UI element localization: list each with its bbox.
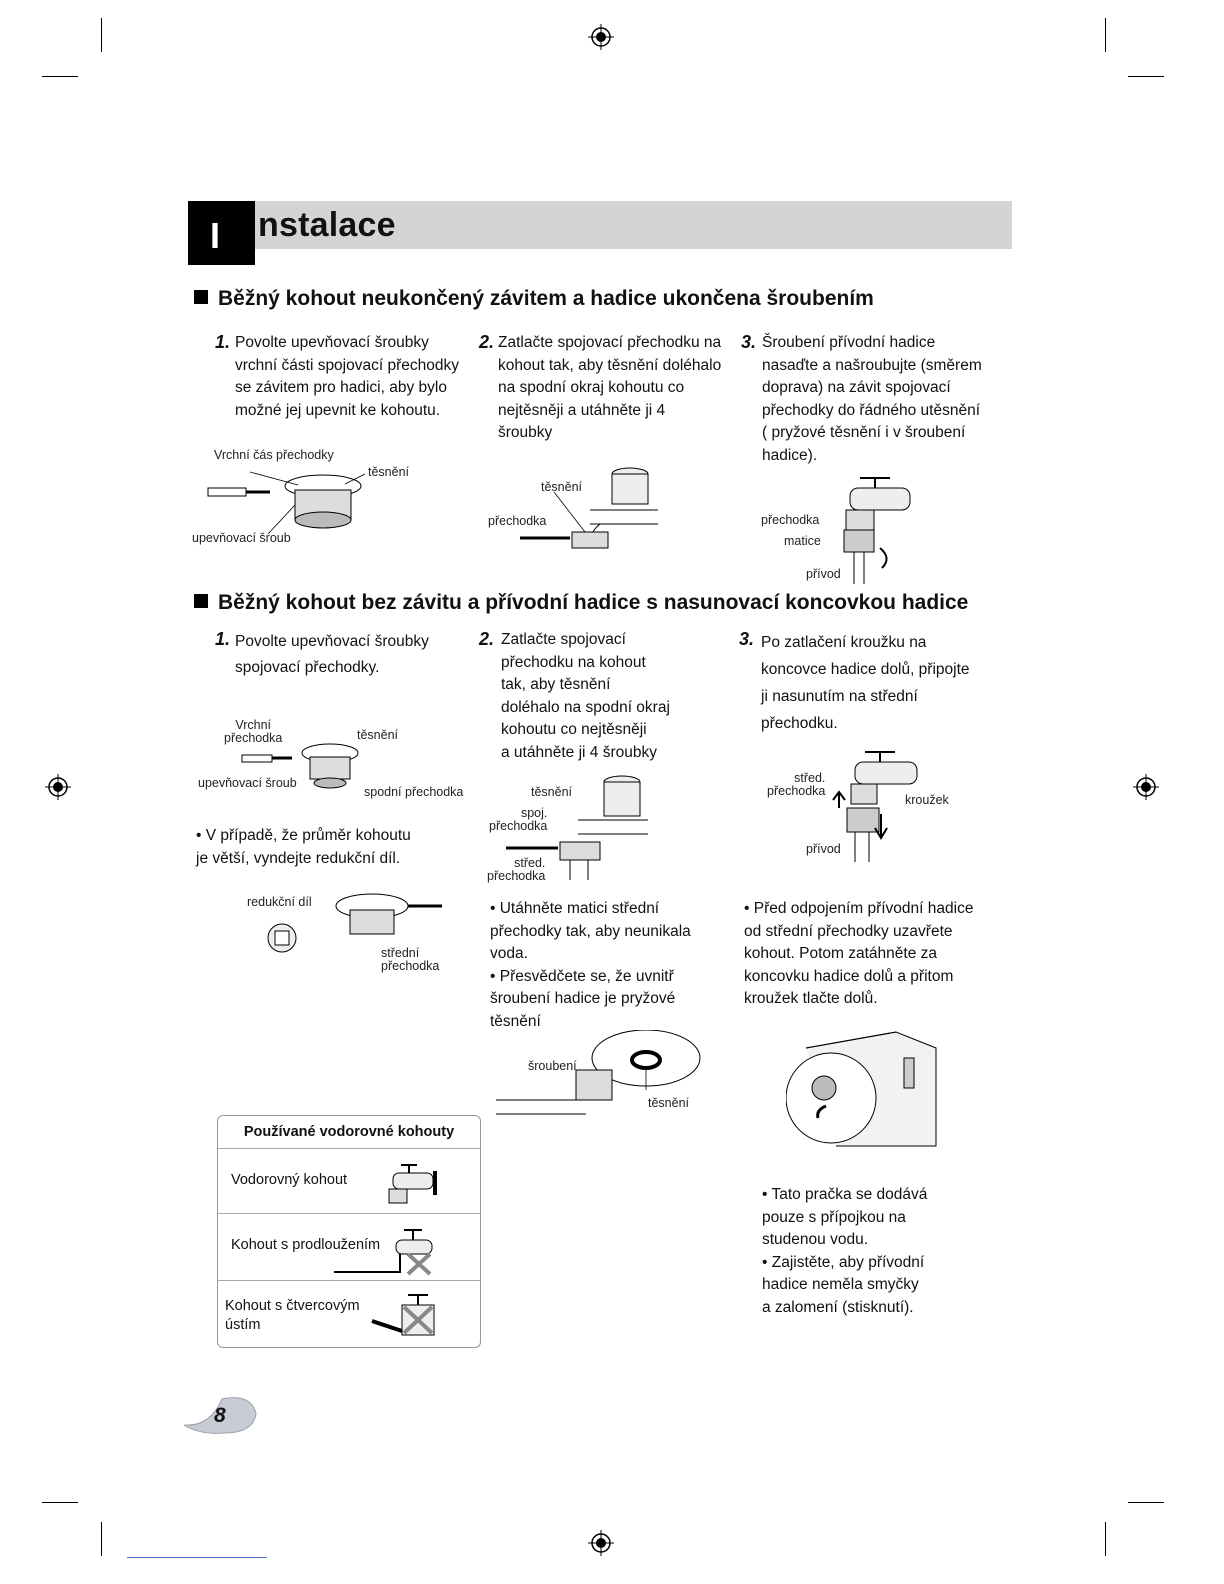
label-tesneni: těsnění	[648, 1096, 690, 1110]
label-prechodka: přechodka	[761, 513, 820, 527]
step-number: 1.	[215, 629, 231, 649]
label-tesneni: těsnění	[541, 480, 583, 494]
page-title: nstalace	[258, 206, 396, 244]
faucet-box-title: Používané vodorovné kohouty	[243, 1124, 455, 1140]
adapter-top-illustration	[200, 460, 380, 540]
faucet-row	[218, 1148, 480, 1213]
crop-mark	[1105, 18, 1106, 52]
step-number: 3.	[739, 629, 755, 649]
label-tesneni: těsnění	[368, 465, 410, 479]
label-upevnovaci-sroub: upevňovací šroub	[198, 776, 297, 790]
crop-mark	[101, 18, 102, 52]
label-tesneni: těsnění	[531, 785, 573, 799]
label-privod: přívod	[806, 567, 841, 581]
label-stred-prechodka: střed. přechodka	[487, 856, 546, 883]
crop-mark	[1128, 1502, 1164, 1503]
note-text: • Utáhněte matici střední přechodky tak, aby neunikala voda. • Přesvědčete se, že uvnitř šroubení hadice je pryžové těsnění	[490, 900, 691, 1030]
crop-mark	[1105, 1522, 1106, 1556]
extended-faucet-icon	[330, 1226, 440, 1280]
step-text: Povolte upevňovací šroubky vrchní části spojovací přechodky se závitem pro hadici, aby bylo možné jej upevnit ke kohoutu.	[235, 334, 459, 419]
step-number: 1.	[215, 332, 231, 352]
step-text: Po zatlačení kroužku na koncovce hadice dolů, připojte ji nasunutím na střední přechodku.	[761, 634, 970, 732]
section-1-title	[194, 287, 874, 311]
registration-mark-icon	[588, 1530, 614, 1556]
faucet-label: Kohout s prodloužením	[231, 1237, 381, 1253]
step-number: 2.	[479, 629, 495, 649]
step-number: 2.	[479, 332, 495, 352]
registration-mark-icon	[45, 774, 71, 800]
square-spout-faucet-icon	[368, 1291, 444, 1343]
label-sroubeni: šroubení	[528, 1059, 577, 1073]
label-stred-prechodka: střed. přechodka	[767, 771, 826, 798]
crop-mark	[1128, 76, 1164, 77]
header-initial-block	[188, 201, 255, 265]
step-text: Zatlačte spojovací přechodku na kohout tak, aby těsnění doléhalo na spodní okraj kohoutu co nejtěsněji a utáhněte ji 4 šroubky	[498, 334, 722, 441]
crop-mark	[42, 1502, 78, 1503]
header-initial: I	[210, 215, 221, 256]
bullet-square-icon	[194, 290, 208, 304]
label-vrchni-prechodka: Vrchní přechodka	[224, 718, 283, 745]
section-2-title	[194, 591, 968, 615]
label-tesneni: těsnění	[357, 728, 399, 742]
step-number: 3.	[741, 332, 757, 352]
step-text: Šroubení přívodní hadice nasaďte a našroubujte (směrem doprava) na závit spojovací přechodky do řádného utěsnění ( pryžové těsnění i v šroubení hadice).	[762, 334, 982, 464]
washer-back-illustration	[786, 1028, 940, 1150]
hose-seal-illustration	[496, 1030, 706, 1126]
label-upevnovaci-sroub: upevňovací šroub	[192, 531, 291, 545]
note-text: • Tato pračka se dodává pouze s přípojkou na studenou vodu. • Zajistěte, aby přívodní hadice neměla smyčky a zalomení (stisknutí).	[762, 1186, 928, 1316]
faucet-row	[218, 1280, 480, 1347]
label-prechodka: přechodka	[488, 514, 547, 528]
note-text: • Před odpojením přívodní hadice od střední přechodky uzavřete kohout. Potom zatáhněte za koncovku hadice dolů a přitom kroužek tlačte dolů.	[744, 900, 974, 1007]
faucet-types-box	[217, 1115, 481, 1348]
label-stredni-prechodka: střední přechodka	[381, 946, 440, 973]
section-2-title-text: Běžný kohout bez závitu a přívodní hadice s nasunovací koncovkou hadice	[218, 591, 969, 614]
faucet-row	[218, 1213, 480, 1280]
label-matice: matice	[784, 534, 821, 548]
hose-connection-illustration	[830, 468, 925, 586]
registration-mark-icon	[1133, 774, 1159, 800]
faucet-label: Kohout s čtvercovým ústím	[225, 1298, 360, 1333]
page-number: 8	[214, 1404, 226, 1427]
label-spoj-prechodka: spoj. přechodka	[489, 806, 548, 833]
bullet-square-icon	[194, 594, 208, 608]
registration-mark-icon	[588, 24, 614, 50]
label-vrchni-cas: Vrchní čás přechodky	[214, 448, 334, 462]
label-krouzek: kroužek	[905, 793, 949, 807]
label-redukcni-dil: redukční díl	[247, 895, 312, 909]
footer-link-underline	[127, 1557, 267, 1558]
horizontal-faucet-icon	[383, 1161, 443, 1205]
label-privod: přívod	[806, 842, 841, 856]
step-text: Povolte upevňovací šroubky spojovací přechodky.	[235, 633, 429, 676]
note-text: • V případě, že průměr kohoutu je větší, vyndejte redukční díl.	[196, 827, 411, 867]
section-1-title-text: Běžný kohout neukončený závitem a hadice ukončena šroubením	[218, 287, 874, 310]
label-spodni-prechodka: spodní přechodka	[364, 785, 464, 799]
crop-mark	[42, 76, 78, 77]
faucet-adapter-illustration	[510, 462, 670, 562]
step-text: Zatlačte spojovací přechodku na kohout tak, aby těsnění doléhalo na spodní okraj kohoutu co nejtěsněji a utáhněte ji 4 šroubky	[501, 631, 670, 761]
crop-mark	[101, 1522, 102, 1556]
faucet-label: Vodorovný kohout	[231, 1172, 348, 1188]
